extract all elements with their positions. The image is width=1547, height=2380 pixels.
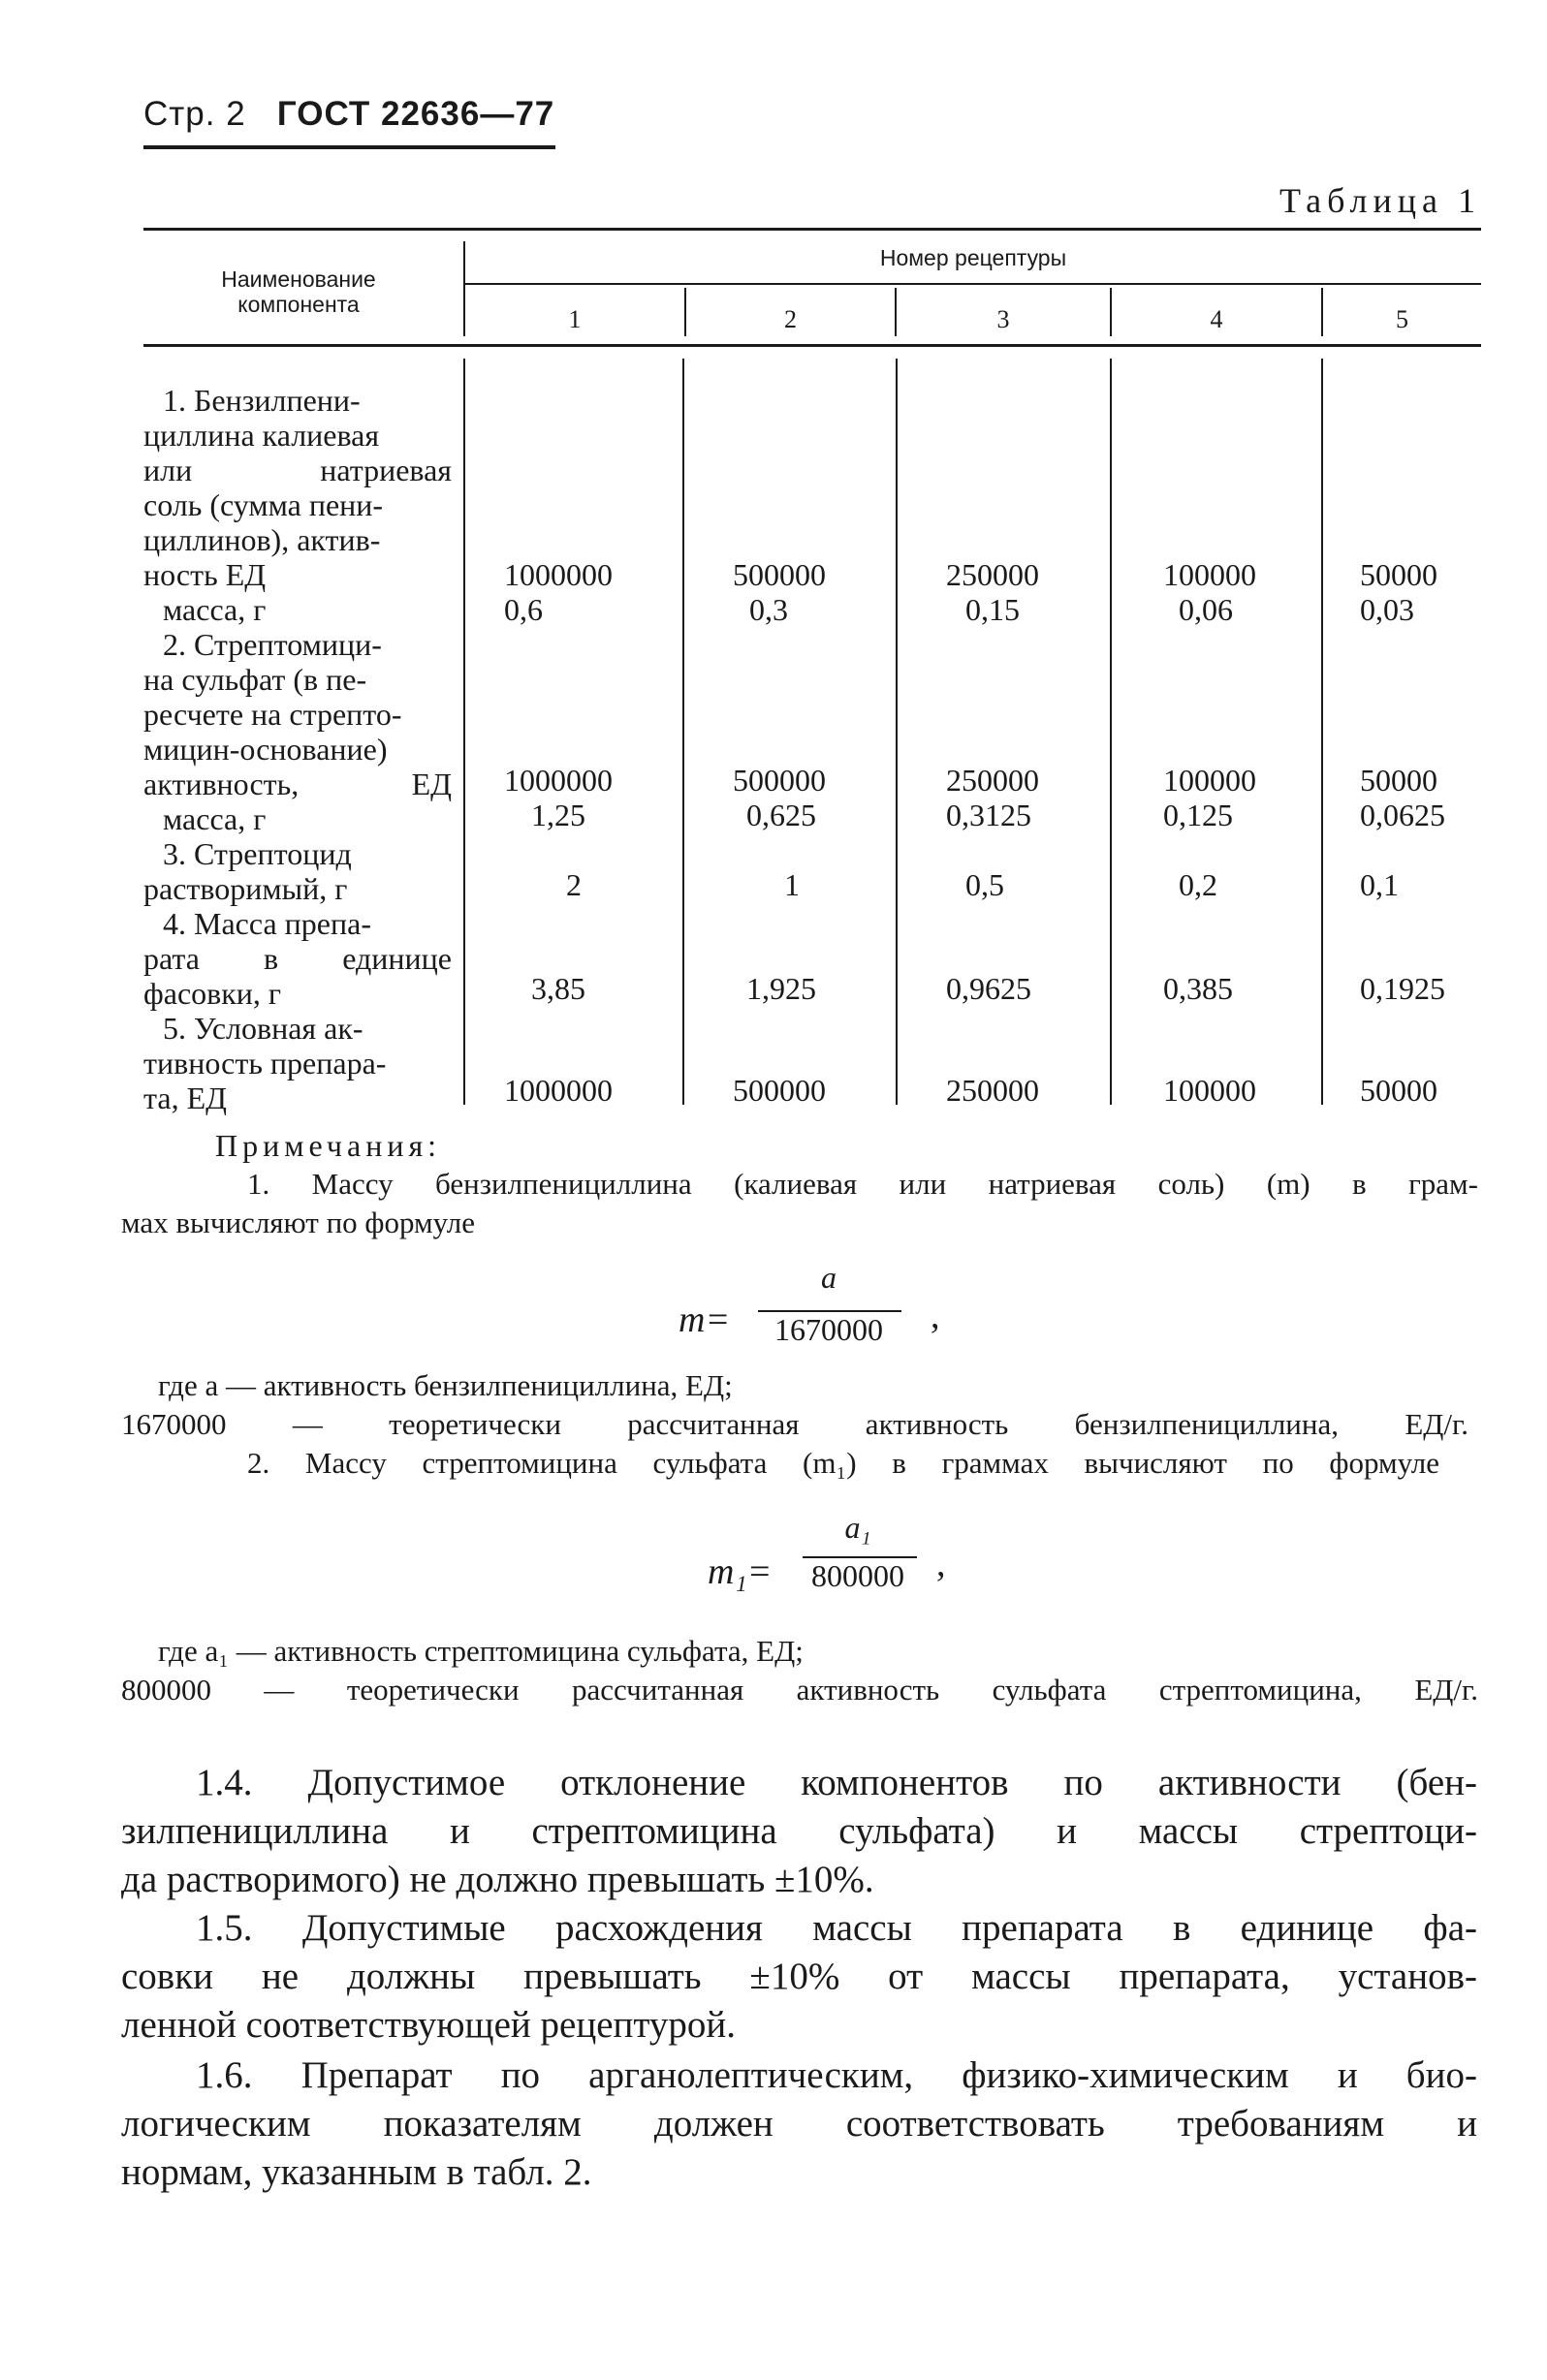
cell-r5-c3: 0,5	[965, 867, 1004, 902]
recipe-table	[143, 228, 1481, 1115]
paragraph-line: ленной соответствующей рецептурой.	[121, 2004, 737, 2046]
paragraph-line: зилпенициллина и стрептомицина сульфата) и массы стрептоци-	[121, 1810, 1477, 1852]
where2-a: где a₁ — активность стрептомицина сульфата, ЕД;	[158, 1634, 804, 1668]
table-header-mid-rule	[465, 283, 1481, 285]
cell-r3-c1: 1000000	[504, 763, 613, 798]
component-line: рата в единице	[143, 941, 452, 976]
standard-number: ГОСТ 22636—77	[276, 95, 555, 133]
formula2-lhs: m₁=	[708, 1551, 773, 1592]
component-line: активность, ЕД	[143, 767, 452, 801]
note2: 2. Массу стрептомицина сульфата (m₁) в граммах вычисляют по формуле	[247, 1446, 1439, 1480]
cell-r1-c2: 500000	[733, 557, 826, 592]
cell-r6-c4: 0,385	[1163, 971, 1233, 1006]
cell-r2-c1: 0,6	[504, 592, 543, 627]
component-line: 3. Стрептоцид	[163, 836, 352, 871]
component-line: растворимый, г	[143, 871, 348, 906]
formula1-lhs: m=	[679, 1300, 731, 1340]
page-number: Стр. 2	[143, 95, 246, 133]
cell-r3-c4: 100000	[1163, 763, 1256, 798]
recipe-number-2: 2	[784, 305, 797, 333]
component-line: циллина калиевая	[143, 418, 380, 453]
paragraph-line: 1.4. Допустимое отклонение компонентов по активности (бен-	[196, 1762, 1477, 1803]
where1-a: где a — активность бензилпенициллина, ЕД;	[158, 1368, 733, 1402]
formula1-numerator: a	[821, 1260, 837, 1295]
cell-r4-c5: 0,0625	[1360, 798, 1445, 832]
body-divider-0	[463, 359, 465, 1105]
cell-r2-c2: 0,3	[749, 592, 788, 627]
cell-r7-c2: 500000	[733, 1073, 826, 1108]
component-line: тивность препара-	[143, 1046, 387, 1080]
component-line: та, ЕД	[143, 1080, 227, 1115]
component-line: 2. Стрептомици-	[163, 627, 382, 662]
paragraph-line: нормам, указанным в табл. 2.	[121, 2151, 592, 2193]
component-line: циллинов), актив-	[143, 522, 381, 557]
component-line: масса, г	[163, 801, 267, 836]
component-line: 4. Масса препа-	[163, 906, 371, 941]
cell-r5-c2: 1	[784, 867, 800, 902]
cell-r6-c1: 3,85	[531, 971, 585, 1006]
header-component: Наименование компонента	[221, 266, 376, 317]
formula1-denominator: 1670000	[774, 1312, 883, 1347]
where2-b: 800000 — теоретически рассчитанная активность сульфата стрептомицина, ЕД/г.	[121, 1673, 1478, 1707]
cell-r4-c3: 0,3125	[946, 798, 1031, 832]
where1-b: 1670000 — теоретически рассчитанная активность бензилпенициллина, ЕД/г.	[121, 1407, 1468, 1441]
body-divider-4	[1321, 359, 1323, 1105]
component-line: мицин-основание)	[143, 732, 388, 767]
cell-r1-c1: 1000000	[504, 557, 613, 592]
component-line: ресчете на стрепто-	[143, 697, 402, 732]
cell-r1-c4: 100000	[1163, 557, 1256, 592]
table-top-rule	[143, 228, 1481, 231]
body-divider-1	[682, 359, 684, 1105]
body-divider-3	[1110, 359, 1112, 1105]
paragraph-line: 1.6. Препарат по арганолептическим, физико-химическим и био-	[196, 2054, 1477, 2096]
formula1-comma: ,	[931, 1296, 940, 1336]
note1-line1: 1. Массу бензилпенициллина (калиевая или натриевая соль) (m) в грам-	[247, 1167, 1478, 1201]
component-line: 5. Условная ак-	[163, 1011, 363, 1046]
cell-r3-c2: 500000	[733, 763, 826, 798]
paragraph-line: совки не должны превышать ±10% от массы препарата, установ-	[121, 1956, 1477, 1997]
cell-r2-c5: 0,03	[1360, 592, 1414, 627]
header-rule	[143, 145, 555, 149]
cell-r7-c4: 100000	[1163, 1073, 1256, 1108]
component-names	[143, 383, 452, 1115]
cell-r6-c2: 1,925	[746, 971, 816, 1006]
recipe-number-1: 1	[568, 305, 582, 333]
cell-r7-c1: 1000000	[504, 1073, 613, 1108]
recipe-number-3: 3	[996, 305, 1010, 333]
formula2-numerator: a₁	[844, 1510, 871, 1545]
note1-line2: мах вычисляют по формуле	[121, 1206, 476, 1239]
notes-title: Примечания:	[215, 1128, 442, 1163]
cell-r7-c5: 50000	[1360, 1073, 1437, 1108]
cell-r7-c3: 250000	[946, 1073, 1039, 1108]
cell-r2-c3: 0,15	[965, 592, 1020, 627]
component-line: 1. Бензилпени-	[163, 383, 361, 418]
cell-r5-c5: 0,1	[1360, 867, 1399, 902]
cell-r1-c5: 50000	[1360, 557, 1437, 592]
cell-r3-c5: 50000	[1360, 763, 1437, 798]
component-line: ность ЕД	[143, 557, 267, 592]
recipe-number-5: 5	[1396, 305, 1408, 333]
cell-r6-c3: 0,9625	[946, 971, 1031, 1006]
component-line: масса, г	[163, 592, 267, 627]
component-line: соль (сумма пени-	[143, 487, 384, 522]
cell-r5-c1: 2	[566, 867, 582, 902]
paragraph-line: 1.5. Допустимые расхождения массы препарата в единице фа-	[196, 1907, 1477, 1949]
page-header	[143, 95, 554, 134]
cell-r1-c3: 250000	[946, 557, 1039, 592]
cell-r2-c4: 0,06	[1179, 592, 1233, 627]
table-header-bottom-rule	[143, 344, 1481, 347]
header-recipe: Номер рецептуры	[879, 245, 1067, 270]
paragraph-line: логическим показателям должен соответствовать требованиям и	[121, 2103, 1477, 2145]
body-divider-2	[896, 359, 898, 1105]
cell-r4-c1: 1,25	[531, 798, 585, 832]
table-caption: Таблица 1	[1279, 181, 1481, 220]
paragraph-line: да растворимого) не должно превышать ±10%.	[121, 1859, 874, 1900]
component-line: на сульфат (в пе-	[143, 662, 367, 697]
cell-r5-c4: 0,2	[1179, 867, 1217, 902]
cell-r4-c2: 0,625	[746, 798, 816, 832]
component-line: фасовки, г	[143, 976, 282, 1011]
cell-r4-c4: 0,125	[1163, 798, 1233, 832]
formula2-denominator: 800000	[811, 1558, 904, 1593]
cell-r3-c3: 250000	[946, 763, 1039, 798]
formula2-comma: ,	[936, 1544, 946, 1584]
component-line: или натриевая	[143, 453, 452, 487]
cell-r6-c5: 0,1925	[1360, 971, 1445, 1006]
recipe-number-4: 4	[1210, 305, 1223, 333]
